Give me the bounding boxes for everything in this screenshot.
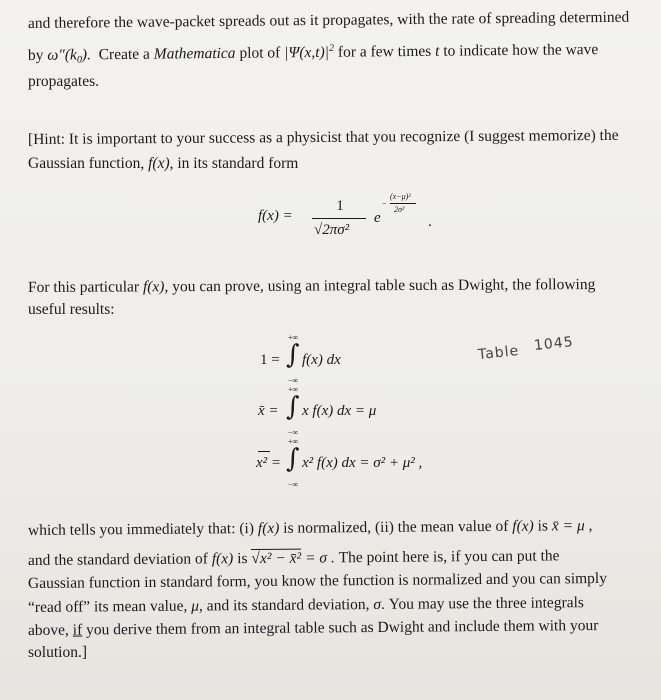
mu-symbol: μ: [191, 597, 200, 615]
text: for a few times: [337, 42, 432, 61]
upper-limit: +∞: [288, 333, 299, 342]
paragraph1-line3: [28, 72, 99, 92]
mathematica-text: Mathematica: [153, 44, 236, 63]
paragraph3-line5: [28, 616, 598, 641]
text: above,: [27, 621, 69, 639]
exp-base: e: [374, 210, 381, 226]
lower-limit: −∞: [288, 376, 299, 385]
eq2-rhs: x f(x) dx = μ: [302, 403, 377, 419]
text: by: [27, 46, 44, 64]
lower-limit: −∞: [288, 428, 299, 437]
fx-symbol: f(x): [512, 517, 534, 535]
paragraph2-line1: [28, 275, 595, 298]
numerator: 1: [336, 198, 344, 214]
text: “read off” its mean value,: [27, 597, 188, 616]
overline: [258, 451, 270, 452]
text: , and its standard deviation,: [198, 596, 370, 615]
text: you derive them from an integral table such as Dwight and include them with your: [86, 617, 599, 639]
sqrt-expression: √x² − x̄²: [251, 549, 302, 568]
upper-limit: +∞: [288, 385, 299, 394]
exp-fraction-bar: [390, 203, 416, 204]
eq1-rhs: f(x) dx: [302, 352, 341, 368]
underlined-if: if: [72, 621, 83, 639]
omega-expression: $\omega"(k_0)$.: [47, 46, 91, 66]
integral-sign: ∫: [286, 444, 300, 474]
exp-denominator: 2σ²: [394, 205, 405, 214]
text: plot of: [239, 44, 281, 62]
text: . You may use the three integrals: [380, 594, 584, 613]
sigma-symbol: σ: [373, 595, 382, 613]
text: solution.]: [28, 644, 87, 661]
fx-symbol: f(x): [148, 155, 170, 172]
text: [Hint: It is important to your success as a physicist that you recognize (I suggest memorize) the: [27, 126, 619, 148]
exp-numerator: (x−μ)²: [390, 192, 411, 201]
text: to indicate how the wave: [443, 41, 599, 60]
sigma-expression: = σ .: [304, 549, 335, 567]
eq3-rhs: x² f(x) dx = σ² + μ² ,: [302, 455, 423, 471]
fx-symbol: f(x): [257, 519, 280, 537]
text: For this particular: [27, 278, 140, 296]
psi-expression: $|\Psi(x,t)|^2$: [284, 42, 335, 62]
hint-line2: [28, 154, 298, 174]
gaussian-lhs: f(x) =: [258, 208, 293, 224]
text: propagates.: [28, 73, 100, 90]
paragraph2-line2: [28, 300, 115, 320]
text: and therefore the wave-packet spreads out as it propagates, with the rate of spreading determined: [27, 8, 630, 32]
t-variable: t: [435, 42, 440, 60]
text: Create a: [98, 45, 150, 64]
text: is: [537, 517, 549, 535]
text: Gaussian function in standard form, you know the function is normalized and you can simply: [27, 569, 608, 592]
exp-minus: −: [382, 199, 387, 208]
integral-sign: ∫: [286, 392, 300, 422]
eq1-lhs: 1 =: [260, 352, 280, 368]
text: is: [237, 550, 248, 568]
text: is normalized, (ii) the mean value of: [283, 517, 509, 537]
paragraph3-line3: [28, 569, 607, 594]
mean-expression: x̄ = μ ,: [551, 517, 593, 535]
text: Gaussian function,: [28, 155, 145, 172]
paragraph1-line1: [28, 8, 629, 34]
lower-limit: −∞: [288, 480, 299, 489]
fx-symbol: f(x): [142, 278, 165, 296]
text: useful results:: [28, 301, 115, 318]
fraction-bar: [312, 218, 366, 219]
period: .: [428, 214, 432, 230]
handwritten-note-number: 1045: [533, 333, 575, 355]
eq2-lhs: x̄ =: [258, 403, 279, 419]
text: , you can prove, using an integral table such as Dwight, the following: [164, 276, 596, 296]
fx-symbol: f(x): [211, 550, 234, 568]
paragraph3-line2: [28, 546, 560, 571]
paragraph3-line4: [28, 593, 584, 618]
paragraph3-line6: [28, 643, 87, 663]
gaussian-fraction: [310, 198, 370, 215]
text: The point here is, if you can put the: [338, 547, 560, 567]
text: which tells you immediately that: (i): [27, 520, 255, 539]
eq3-lhs: x² =: [256, 455, 282, 471]
text: and the standard deviation of: [27, 550, 208, 569]
denominator: √2πσ²: [314, 222, 350, 238]
handwritten-note-table: Table: [477, 342, 520, 364]
upper-limit: +∞: [288, 437, 299, 446]
integral-sign: ∫: [286, 340, 300, 370]
paragraph1-line2: [28, 36, 599, 71]
paragraph3-line1: [28, 516, 593, 541]
hint-line1: [28, 126, 619, 150]
text: , in its standard form: [169, 155, 299, 172]
